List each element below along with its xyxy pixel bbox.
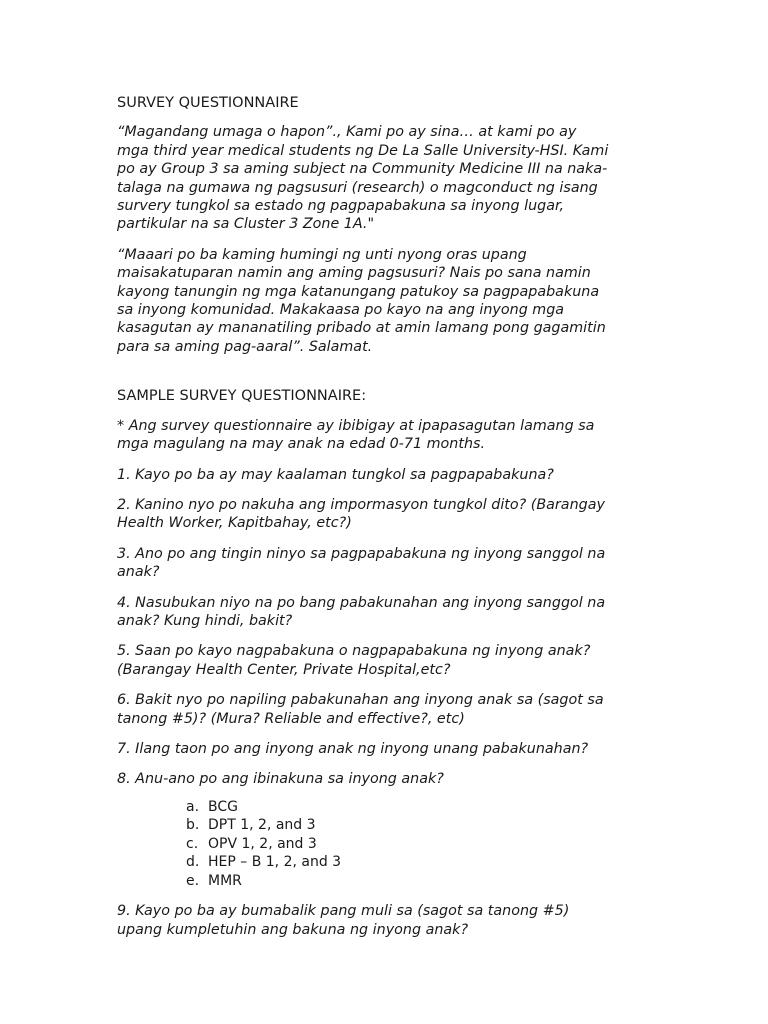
question-1 [117, 466, 657, 484]
choice-text: DPT 1, 2, and 3 [208, 817, 316, 834]
choice-item [186, 816, 726, 835]
intro-paragraph-2 [117, 246, 657, 356]
question-6 [117, 691, 657, 728]
choice-item [186, 872, 726, 891]
question-line: 8. Anu-ano po ang ibinakuna sa inyong anak? [117, 771, 444, 788]
choice-marker: c. [186, 835, 199, 852]
intro2-line: maisakatuparan namin ang aming pagsusuri? Nais po sana namin [117, 265, 591, 282]
intro1-line: “Magandang umaga o hapon”., Kami po ay sina… at kami po ay [117, 124, 577, 141]
question-line: 9. Kayo po ba ay bumabalik pang muli sa (sagot sa tanong #5) [117, 903, 570, 920]
survey-note [117, 417, 657, 454]
intro-paragraph-1 [117, 123, 657, 233]
question-line: 7. Ilang taon po ang inyong anak ng inyong unang pabakunahan? [117, 740, 589, 757]
intro1-line: mga third year medical students ng De La Salle University-HSI. Kami [117, 142, 609, 159]
question-4 [117, 594, 657, 631]
choice-item [186, 853, 726, 872]
vaccine-choice-list [186, 798, 726, 891]
choice-marker: a. [186, 798, 200, 815]
choice-item [186, 835, 726, 854]
question-line: 3. Ano po ang tingin ninyo sa pagpapabakuna ng inyong sanggol na [117, 545, 606, 562]
intro2-line: sa inyong komunidad. Makakaasa po kayo na ang inyong mga [117, 302, 565, 319]
intro1-line: partikular na sa Cluster 3 Zone 1A." [117, 216, 375, 233]
question-line: 1. Kayo po ba ay may kaalaman tungkol sa pagpapabakuna? [117, 466, 554, 483]
question-line: Health Worker, Kapitbahay, etc?) [117, 515, 352, 532]
intro2-line: kayong tanungin ng mga katanungang patukoy sa pagpapabakuna [117, 283, 600, 300]
question-2 [117, 496, 657, 533]
choice-text: HEP – B 1, 2, and 3 [208, 854, 342, 871]
choice-item [186, 798, 726, 817]
choice-text: BCG [208, 798, 238, 815]
sample-heading: SAMPLE SURVEY QUESTIONNAIRE: [117, 388, 367, 405]
intro2-line: “Maaari po ba kaming humingi ng unti nyong oras upang [117, 246, 527, 263]
intro1-line: talaga na gumawa ng pagsusuri (research) o magconduct ng isang [117, 179, 598, 196]
choice-text: MMR [208, 872, 242, 889]
question-3 [117, 545, 657, 582]
choice-marker: d. [186, 854, 200, 871]
question-line: tanong #5)? (Mura? Reliable and effective?, etc) [117, 710, 465, 727]
choice-marker: b. [186, 817, 200, 834]
question-line: (Barangay Health Center, Private Hospital,etc? [117, 661, 451, 678]
question-8 [117, 770, 657, 788]
question-5 [117, 642, 657, 679]
question-7 [117, 740, 657, 758]
question-line: anak? Kung hindi, bakit? [117, 612, 293, 629]
document-body [117, 94, 657, 939]
question-line: anak? [117, 564, 160, 581]
question-line: 6. Bakit nyo po napiling pabakunahan ang inyong anak sa (sagot sa [117, 692, 604, 709]
note-line: mga magulang na may anak na edad 0-71 months. [117, 436, 486, 453]
intro2-line: kasagutan ay mananatiling pribado at amin lamang pong gagamitin [117, 320, 606, 337]
choice-text: OPV 1, 2, and 3 [208, 835, 317, 852]
question-line: 2. Kanino nyo po nakuha ang impormasyon tungkol dito? (Barangay [117, 496, 605, 513]
intro1-line: po ay Group 3 sa aming subject na Community Medicine III na naka- [117, 161, 608, 178]
choice-marker: e. [186, 872, 200, 889]
question-line: upang kumpletuhin ang bakuna ng inyong anak? [117, 921, 469, 938]
question-line: 5. Saan po kayo nagpabakuna o nagpapabakuna ng inyong anak? [117, 643, 591, 660]
document-title: SURVEY QUESTIONNAIRE [117, 95, 299, 111]
question-line: 4. Nasubukan niyo na po bang pabakunahan ang inyong sanggol na [117, 594, 606, 611]
note-line: * Ang survey questionnaire ay ibibigay at ipapasagutan lamang sa [117, 417, 595, 434]
intro2-line: para sa aming pag-aaral”. Salamat. [117, 338, 373, 355]
intro1-line: survery tungkol sa estado ng pagpapabakuna sa inyong lugar, [117, 198, 565, 215]
question-9 [117, 902, 657, 939]
